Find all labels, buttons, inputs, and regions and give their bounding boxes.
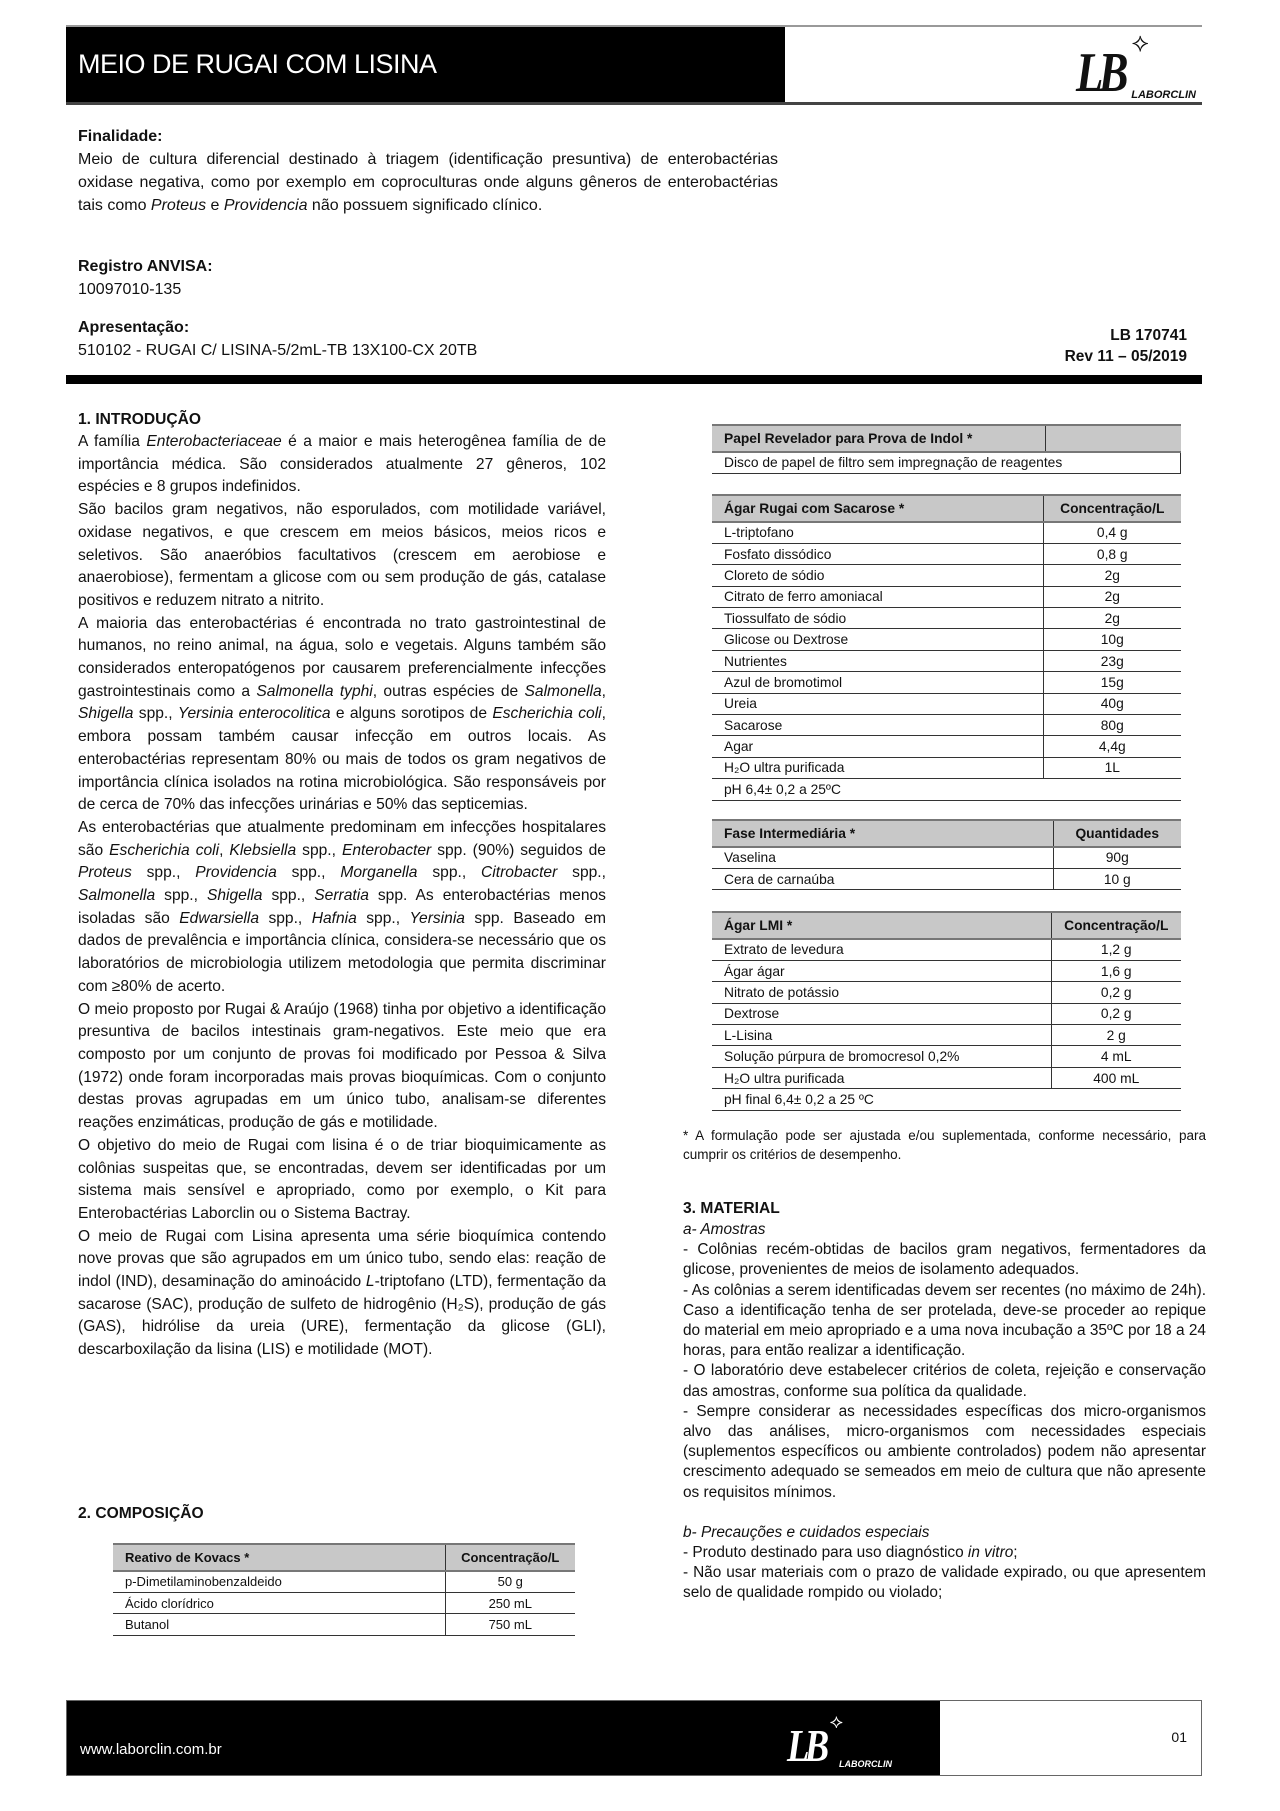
material-heading: 3. MATERIAL bbox=[683, 1200, 780, 1217]
footer-logo-lb: LB bbox=[787, 1720, 825, 1771]
text-run: - Produto destinado para uso diagnóstico bbox=[683, 1544, 968, 1562]
text-run: é a maior e mais heterogênea família de de importância médica. São considerados atualmente 27 gêneros, 102 espécies e 8 grupos indefinidos. bbox=[78, 433, 606, 496]
finalidade-label: Finalidade: bbox=[78, 128, 163, 145]
italic-term: Providencia bbox=[223, 197, 308, 214]
table-row bbox=[712, 868, 1181, 889]
finalidade-section bbox=[78, 125, 778, 217]
intro-body bbox=[78, 431, 606, 1362]
footer-band bbox=[67, 1701, 940, 1775]
ingredient-cell: L-Lisina bbox=[712, 1025, 1051, 1046]
italic-term: Proteus bbox=[78, 864, 132, 882]
page-footer bbox=[66, 1700, 1202, 1776]
intro-paragraph bbox=[78, 431, 606, 499]
amostras-item bbox=[683, 1402, 1206, 1503]
table-header-ingredient: Fase Intermediária * bbox=[712, 820, 1053, 847]
ingredient-cell: Fosfato dissódico bbox=[712, 543, 1043, 564]
italic-term: in vitro bbox=[967, 1544, 1014, 1562]
composicao-heading: 2. COMPOSIÇÃO bbox=[78, 1505, 204, 1522]
italic-term: Escherichia coli bbox=[492, 705, 602, 723]
page-number: 01 bbox=[1171, 1729, 1187, 1745]
amount-cell: 2g bbox=[1043, 586, 1181, 607]
amostras-item bbox=[683, 1361, 1206, 1401]
text-run: spp. (90%) seguidos de bbox=[431, 841, 606, 859]
fase-table bbox=[712, 819, 1181, 890]
intro-paragraph bbox=[78, 1135, 606, 1226]
intro-paragraph bbox=[78, 999, 606, 1135]
ingredient-cell: Extrato de levedura bbox=[712, 939, 1051, 960]
italic-term: Hafnia bbox=[311, 909, 357, 927]
registro-section bbox=[78, 255, 213, 301]
papel-table bbox=[712, 424, 1181, 474]
table-header-ingredient: Reativo de Kovacs * bbox=[113, 1544, 445, 1571]
table-row bbox=[712, 960, 1181, 981]
registro-value: 10097010-135 bbox=[78, 281, 182, 298]
table-row bbox=[712, 543, 1181, 564]
table-row bbox=[712, 629, 1181, 650]
text-run: spp., bbox=[417, 864, 482, 882]
table-row bbox=[712, 1067, 1181, 1088]
amostras-title: a- Amostras bbox=[683, 1221, 766, 1238]
amount-cell: 2g bbox=[1043, 565, 1181, 586]
text-run: spp. As enterobactérias menos isoladas são bbox=[78, 887, 606, 927]
amount-cell: 400 mL bbox=[1051, 1067, 1181, 1088]
formulation-note bbox=[683, 1126, 1206, 1164]
text-run: - Sempre considerar as necessidades específicas dos micro-organismos alvo das análises, micro-organismos com necessidades especiais (suplementos específicos ou ambiente controlados) podem não apresentar crescimento adequado se semeados em meio de cultura que não apresente os requisitos mínimos. bbox=[683, 1402, 1206, 1501]
table-row bbox=[712, 1046, 1181, 1067]
amount-cell: 40g bbox=[1043, 693, 1181, 714]
amostras-item bbox=[683, 1240, 1206, 1280]
ingredient-cell: Ácido clorídrico bbox=[113, 1592, 445, 1613]
table-row bbox=[712, 736, 1181, 757]
page-header bbox=[66, 25, 1202, 105]
text-run: , bbox=[219, 841, 230, 859]
ingredient-cell: Cera de carnaúba bbox=[712, 868, 1053, 889]
ingredient-cell: Ureia bbox=[712, 693, 1043, 714]
ingredient-cell: Glicose ou Dextrose bbox=[712, 629, 1043, 650]
registro-label: Registro ANVISA: bbox=[78, 258, 213, 275]
doc-info bbox=[1065, 325, 1187, 367]
material-section bbox=[683, 1198, 1206, 1604]
table-row bbox=[712, 522, 1181, 543]
website-link[interactable]: www.laborclin.com.br bbox=[80, 1741, 222, 1758]
text-run: spp., bbox=[262, 887, 315, 905]
amount-cell: 50 g bbox=[445, 1571, 575, 1592]
amostras-list bbox=[683, 1240, 1206, 1503]
text-run: spp., bbox=[276, 864, 341, 882]
text-run: não possuem significado clínico. bbox=[307, 197, 543, 214]
amount-cell: 2 g bbox=[1051, 1025, 1181, 1046]
table-row bbox=[113, 1571, 575, 1592]
ingredient-cell: Dextrose bbox=[712, 1003, 1051, 1024]
text-run: - O laboratório deve estabelecer critérios de coleta, rejeição e conservação das amostras, conforme sua política da qualidade. bbox=[683, 1362, 1206, 1400]
table-row bbox=[712, 847, 1181, 868]
italic-term: Yersinia bbox=[409, 909, 465, 927]
papel-row: Disco de papel de filtro sem impregnação de reagentes bbox=[712, 452, 1181, 473]
intro-paragraph bbox=[78, 613, 606, 817]
amount-cell: 90g bbox=[1053, 847, 1181, 868]
ingredient-cell: Ágar ágar bbox=[712, 960, 1051, 981]
text-run: Meio de cultura diferencial destinado à triagem (identificação presuntiva) de enterobactérias oxidase negativa, como por exemplo em coproculturas onde alguns gêneros de enterobactérias tais como bbox=[78, 151, 778, 214]
table-row bbox=[712, 608, 1181, 629]
intro-paragraph bbox=[78, 1226, 606, 1362]
table-row bbox=[712, 982, 1181, 1003]
text-run: O objetivo do meio de Rugai com lisina é o de triar bioquimicamente as colônias suspeitas que, se encontradas, devem ser identificadas por um sistema mais sensível e apropriado, como por exemplo, o Kit para Enterobactérias Laborclin ou o Sistema Bactray. bbox=[78, 1136, 606, 1222]
apresentacao-value: 510102 - RUGAI C/ LISINA-5/2mL-TB 13X100-CX 20TB bbox=[78, 342, 478, 359]
italic-term: Shigella bbox=[206, 887, 263, 905]
text-run: e alguns sorotipos de bbox=[330, 705, 493, 723]
text-run: , embora possam também causar infecção em outros locais. As enterobactérias representam 80% ou mais de todos os gram negativos de importância clínica isolados na rotina microbiológica. São responsáveis por de cerca de 70% das infecções urinárias e 50% das septicemias. bbox=[78, 705, 606, 814]
ingredient-cell: Solução púrpura de bromocresol 0,2% bbox=[712, 1046, 1051, 1067]
table-header-amount: Quantidades bbox=[1053, 820, 1181, 847]
intro-heading: 1. INTRODUÇÃO bbox=[78, 411, 202, 428]
table-header-amount: Concentração/L bbox=[1043, 495, 1181, 522]
italic-term: Providencia bbox=[195, 864, 277, 882]
table-row bbox=[712, 586, 1181, 607]
text-run: -triptofano (LTD), fermentação da sacarose (SAC), produção de sulfeto de hidrogênio (H₂S), produção de gás (GAS), hidrólise da ureia (URE), fermentação da glicose (GLI), descarboxilação da lisina (LIS) e motilidade (MOT). bbox=[78, 1273, 606, 1359]
header-divider bbox=[66, 375, 1202, 384]
table-row bbox=[712, 1025, 1181, 1046]
amount-cell: 0,2 g bbox=[1051, 1003, 1181, 1024]
table-row bbox=[712, 672, 1181, 693]
amount-cell: 4 mL bbox=[1051, 1046, 1181, 1067]
text-run: - As colônias a serem identificadas devem ser recentes (no máximo de 24h). Caso a identificação tenha de ser protelada, deve-se proceder ao repique do material em meio apropriado e a uma nova incubação a 35ºC por 18 a 24 horas, para então realizar a identificação. bbox=[683, 1281, 1206, 1360]
intro-paragraph bbox=[78, 499, 606, 613]
ph-row: pH final 6,4± 0,2 a 25 ºC bbox=[712, 1089, 1181, 1110]
logo-lb: LB bbox=[1076, 42, 1124, 104]
text-run: spp., bbox=[296, 841, 342, 859]
ingredient-cell: Tiossulfato de sódio bbox=[712, 608, 1043, 629]
amount-cell: 0,2 g bbox=[1051, 982, 1181, 1003]
ingredient-cell: Azul de bromotimol bbox=[712, 672, 1043, 693]
text-run: e bbox=[206, 197, 224, 214]
italic-term: Enterobacter bbox=[341, 841, 432, 859]
precaucoes-item bbox=[683, 1543, 1206, 1563]
text-run: spp. Baseado em dados de prevalência e importância clínica, considera-se necessário que os laboratórios de microbiologia utilizem metodologia que permita discriminar com ≥80% de acerto. bbox=[78, 909, 606, 995]
ingredient-cell: L-triptofano bbox=[712, 522, 1043, 543]
text-run: spp., bbox=[259, 909, 312, 927]
precaucoes-item bbox=[683, 1563, 1206, 1603]
ingredient-cell: p-Dimetilaminobenzaldeido bbox=[113, 1571, 445, 1592]
amount-cell: 10g bbox=[1043, 629, 1181, 650]
table-row bbox=[712, 565, 1181, 586]
apresentacao-section bbox=[78, 316, 477, 362]
amount-cell: 2g bbox=[1043, 608, 1181, 629]
table-row bbox=[113, 1592, 575, 1613]
italic-term: Proteus bbox=[150, 197, 207, 214]
ph-row: pH 6,4± 0,2 a 25ºC bbox=[712, 779, 1181, 800]
amount-cell: 80g bbox=[1043, 715, 1181, 736]
papel-header-empty bbox=[1045, 425, 1181, 452]
text-run: ; bbox=[1013, 1544, 1018, 1562]
footer-logo-name: LABORCLIN bbox=[839, 1759, 892, 1769]
revision: Rev 11 – 05/2019 bbox=[1064, 348, 1187, 365]
precaucoes-list bbox=[683, 1543, 1206, 1604]
table-row bbox=[712, 939, 1181, 960]
ingredient-cell: Vaselina bbox=[712, 847, 1053, 868]
text-run: spp., bbox=[131, 864, 196, 882]
amount-cell: 1,6 g bbox=[1051, 960, 1181, 981]
amount-cell: 250 mL bbox=[445, 1592, 575, 1613]
amount-cell: 1L bbox=[1043, 757, 1181, 778]
italic-term: Serratia bbox=[314, 887, 369, 905]
apresentacao-label: Apresentação: bbox=[78, 319, 190, 336]
amostras-item bbox=[683, 1281, 1206, 1362]
italic-term: L bbox=[365, 1273, 375, 1291]
logo-name: LABORCLIN bbox=[1131, 89, 1196, 101]
note-text: * A formulação pode ser ajustada e/ou suplementada, conforme necessário, para cumprir os critérios de desempenho. bbox=[683, 1128, 1206, 1162]
ingredient-cell: H₂O ultra purificada bbox=[712, 757, 1043, 778]
italic-term: Klebsiella bbox=[229, 841, 297, 859]
document-title: MEIO DE RUGAI COM LISINA bbox=[78, 49, 437, 79]
table-row bbox=[712, 650, 1181, 671]
table-header-amount: Concentração/L bbox=[1051, 912, 1181, 939]
italic-term: Edwarsiella bbox=[179, 909, 259, 927]
text-run: São bacilos gram negativos, não esporulados, com motilidade variável, oxidase negativos, e que crescem em meios básicos, meios ricos e seletivos. São anaeróbios facultativos (crescem em aerobiose e anaerobiose), fermentam a glicose com ou sem produção de gás, catalase positivos e reduzem nitrato a nitrito. bbox=[78, 501, 606, 609]
lmi-table bbox=[712, 911, 1181, 1111]
table-row bbox=[712, 693, 1181, 714]
italic-term: Morganella bbox=[340, 864, 418, 882]
laborclin-logo bbox=[1076, 27, 1196, 104]
text-run: A maioria das enterobactérias é encontrada no trato gastrointestinal de humanos, no reino animal, na água, solo e vegetais. Alguns também são considerados enteropatógenos por causarem preferencialmente infecções gastrointestinais como a bbox=[78, 614, 606, 700]
amount-cell: 10 g bbox=[1053, 868, 1181, 889]
text-run: , outras espécies de bbox=[372, 682, 525, 700]
kovacs-table bbox=[113, 1543, 575, 1636]
amount-cell: 4,4g bbox=[1043, 736, 1181, 757]
italic-term: Enterobacteriaceae bbox=[146, 433, 282, 450]
ingredient-cell: Nitrato de potássio bbox=[712, 982, 1051, 1003]
italic-term: Citrobacter bbox=[481, 864, 558, 882]
amount-cell: 15g bbox=[1043, 672, 1181, 693]
text-run: O meio de Rugai com Lisina apresenta uma série bioquímica contendo nove provas que são agrupados em um único tubo, sendo elas: reação de indol (IND), desaminação do aminoácido bbox=[78, 1227, 606, 1291]
text-run: A família bbox=[78, 433, 147, 450]
text-run: - Colônias recém-obtidas de bacilos gram negativos, fermentadores da glicose, provenientes de meios de isolamento adequados. bbox=[683, 1241, 1206, 1279]
table-header-ingredient: Ágar LMI * bbox=[712, 912, 1051, 939]
table-header-ingredient: Ágar Rugai com Sacarose * bbox=[712, 495, 1043, 522]
italic-term: Yersinia enterocolitica bbox=[177, 705, 331, 723]
introducao-section bbox=[78, 409, 606, 1362]
footer-logo-symbol-icon: ⟡ bbox=[829, 1711, 844, 1733]
ingredient-cell: Agar bbox=[712, 736, 1043, 757]
amount-cell: 23g bbox=[1043, 650, 1181, 671]
finalidade-text bbox=[78, 148, 778, 217]
logo-symbol-icon: ⟡ bbox=[1131, 27, 1149, 57]
amount-cell: 0,8 g bbox=[1043, 543, 1181, 564]
ingredient-cell: Butanol bbox=[113, 1614, 445, 1635]
italic-term: Escherichia coli bbox=[109, 841, 220, 859]
italic-term: Salmonella bbox=[524, 682, 602, 700]
footer-logo bbox=[787, 1709, 892, 1769]
text-run: spp., bbox=[133, 705, 178, 723]
text-run: O meio proposto por Rugai & Araújo (1968) tinha por objetivo a identificação presuntiva de bacilos intestinais gram-negativos. Este meio que era composto por um conjunto de provas foi modificado por Pessoa & Silva (1972) onde foram incorporadas mais provas bioquímicas. Com o conjunto destas provas agrupadas em um único tubo, analisam-se diferentes reações enzimáticas, produção de gás e motilidade. bbox=[78, 1000, 606, 1132]
text-run: , bbox=[601, 682, 607, 700]
doc-code: LB 170741 bbox=[1110, 327, 1187, 344]
ingredient-cell: Nutrientes bbox=[712, 650, 1043, 671]
ingredient-cell: H₂O ultra purificada bbox=[712, 1067, 1051, 1088]
text-run: spp., bbox=[557, 864, 606, 882]
ingredient-cell: Citrato de ferro amoniacal bbox=[712, 586, 1043, 607]
italic-term: Salmonella bbox=[78, 887, 156, 905]
amount-cell: 750 mL bbox=[445, 1614, 575, 1635]
intro-paragraph bbox=[78, 817, 606, 999]
ingredient-cell: Cloreto de sódio bbox=[712, 565, 1043, 586]
precaucoes-title: b- Precauções e cuidados especiais bbox=[683, 1523, 930, 1541]
text-run: spp., bbox=[356, 909, 410, 927]
text-run: spp., bbox=[155, 887, 207, 905]
table-row bbox=[113, 1614, 575, 1635]
text-run: - Não usar materiais com o prazo de validade expirado, ou que apresentem selo de qualidade rompido ou violado; bbox=[683, 1564, 1206, 1602]
text-run: As enterobactérias que atualmente predominam em infecções hospitalares são bbox=[78, 818, 606, 859]
ingredient-cell: Sacarose bbox=[712, 715, 1043, 736]
rugai-table bbox=[712, 494, 1181, 801]
amount-cell: 0,4 g bbox=[1043, 522, 1181, 543]
table-row bbox=[712, 1003, 1181, 1024]
table-header-amount: Concentração/L bbox=[445, 1544, 575, 1571]
italic-term: Salmonella typhi bbox=[256, 682, 373, 700]
table-row bbox=[712, 715, 1181, 736]
italic-term: Shigella bbox=[78, 705, 134, 723]
header-title-band bbox=[66, 27, 785, 102]
table-row bbox=[712, 757, 1181, 778]
amount-cell: 1,2 g bbox=[1051, 939, 1181, 960]
papel-header: Papel Revelador para Prova de Indol * bbox=[712, 425, 1045, 452]
